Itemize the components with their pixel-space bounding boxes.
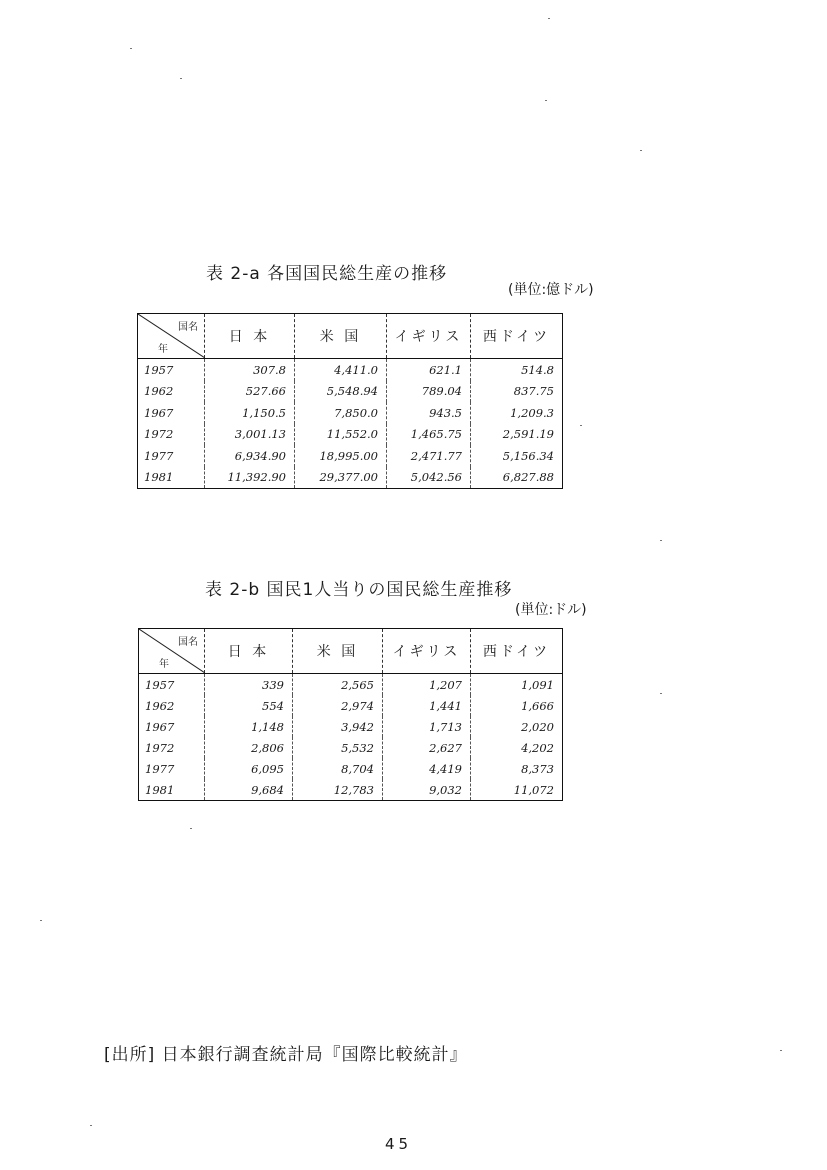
value-cell: 29,377.00	[295, 467, 387, 489]
year-cell: 1977	[144, 448, 174, 463]
year-cell: 1957	[145, 677, 175, 692]
table-row	[139, 779, 563, 801]
table-b-unit: (単位:ドル)	[515, 602, 587, 618]
value-cell: 5,532	[293, 737, 383, 758]
value-cell: 1,713	[383, 716, 471, 737]
year-cell: 1962	[144, 384, 174, 399]
table-b-col-uk: イギリス	[383, 629, 471, 674]
table-row	[139, 695, 563, 716]
value-cell: 9,684	[205, 779, 293, 801]
table-a-col-west-germany: 西ドイツ	[471, 314, 563, 359]
value-cell: 554	[205, 695, 293, 716]
value-cell: 5,042.56	[387, 467, 471, 489]
scan-speck	[90, 1125, 92, 1126]
table-row	[139, 758, 563, 779]
table-b	[138, 628, 563, 801]
value-cell: 2,471.77	[387, 445, 471, 467]
value-cell: 11,552.0	[295, 424, 387, 446]
table-a-corner-year: 年	[158, 344, 168, 355]
value-cell: 6,827.88	[471, 467, 563, 489]
value-cell: 2,020	[471, 716, 563, 737]
year-cell: 1967	[145, 719, 175, 734]
value-cell: 1,150.5	[205, 402, 295, 424]
scan-speck	[40, 920, 42, 921]
table-a-col-uk: イギリス	[387, 314, 471, 359]
value-cell: 3,942	[293, 716, 383, 737]
table-row	[138, 467, 563, 489]
value-cell: 4,411.0	[295, 359, 387, 381]
scan-speck	[660, 540, 662, 541]
value-cell: 9,032	[383, 779, 471, 801]
value-cell: 943.5	[387, 402, 471, 424]
value-cell: 3,001.13	[205, 424, 295, 446]
value-cell: 1,207	[383, 674, 471, 696]
scan-speck	[130, 48, 132, 49]
value-cell: 1,209.3	[471, 402, 563, 424]
table-a-title: 表 2-a 各国国民総生産の推移	[206, 264, 448, 284]
value-cell: 789.04	[387, 381, 471, 403]
year-cell: 1981	[138, 467, 205, 489]
table-b-title: 表 2-b 国民1人当りの国民総生産推移	[205, 580, 513, 600]
value-cell: 4,202	[471, 737, 563, 758]
table-b-col-west-germany: 西ドイツ	[471, 629, 563, 674]
table-a-header-row	[138, 314, 563, 359]
table-a-corner-country: 国名	[178, 322, 198, 333]
value-cell: 11,072	[471, 779, 563, 801]
value-cell: 2,591.19	[471, 424, 563, 446]
year-cell: 1972	[144, 427, 174, 442]
value-cell: 4,419	[383, 758, 471, 779]
scan-speck	[580, 425, 582, 426]
value-cell: 8,704	[293, 758, 383, 779]
value-cell: 1,441	[383, 695, 471, 716]
year-cell: 1957	[144, 362, 174, 377]
table-row	[138, 402, 563, 424]
table-a-col-japan: 日 本	[205, 314, 295, 359]
value-cell: 514.8	[471, 359, 563, 381]
value-cell: 12,783	[293, 779, 383, 801]
value-cell: 837.75	[471, 381, 563, 403]
table-a-unit: (単位:億ドル)	[508, 282, 594, 298]
table-row	[138, 424, 563, 446]
table-b-col-usa: 米 国	[293, 629, 383, 674]
value-cell: 339	[205, 674, 293, 696]
value-cell: 18,995.00	[295, 445, 387, 467]
table-row	[138, 381, 563, 403]
value-cell: 307.8	[205, 359, 295, 381]
table-row	[139, 674, 563, 696]
value-cell: 1,465.75	[387, 424, 471, 446]
value-cell: 621.1	[387, 359, 471, 381]
scan-speck	[660, 693, 662, 694]
value-cell: 527.66	[205, 381, 295, 403]
table-b-header-row	[139, 629, 563, 674]
value-cell: 6,095	[205, 758, 293, 779]
value-cell: 6,934.90	[205, 445, 295, 467]
table-a-corner-cell	[138, 314, 205, 359]
value-cell: 2,565	[293, 674, 383, 696]
table-a-col-usa: 米 国	[295, 314, 387, 359]
value-cell: 2,627	[383, 737, 471, 758]
year-cell: 1962	[145, 698, 175, 713]
value-cell: 11,392.90	[205, 467, 295, 489]
value-cell: 1,091	[471, 674, 563, 696]
table-row	[138, 359, 563, 381]
value-cell: 1,148	[205, 716, 293, 737]
table-b-corner-year: 年	[159, 659, 169, 670]
year-cell: 1967	[144, 405, 174, 420]
year-cell: 1972	[145, 740, 175, 755]
scan-speck	[190, 828, 192, 829]
scan-speck	[548, 18, 550, 19]
table-row	[138, 445, 563, 467]
scan-speck	[780, 1050, 782, 1051]
table-b-corner-cell	[139, 629, 205, 674]
value-cell: 2,974	[293, 695, 383, 716]
scan-speck	[545, 100, 547, 101]
scan-speck	[640, 150, 642, 151]
table-row	[139, 737, 563, 758]
value-cell: 8,373	[471, 758, 563, 779]
scan-speck	[180, 78, 182, 79]
table-b-corner-country: 国名	[178, 637, 198, 648]
value-cell: 7,850.0	[295, 402, 387, 424]
year-cell: 1977	[145, 761, 175, 776]
table-b-col-japan: 日 本	[205, 629, 293, 674]
year-cell: 1981	[139, 779, 205, 801]
value-cell: 5,156.34	[471, 445, 563, 467]
value-cell: 2,806	[205, 737, 293, 758]
table-a	[137, 313, 563, 489]
value-cell: 5,548.94	[295, 381, 387, 403]
page-number: 45	[385, 1135, 413, 1153]
table-row	[139, 716, 563, 737]
value-cell: 1,666	[471, 695, 563, 716]
source-note: [出所] 日本銀行調査統計局『国際比較統計』	[104, 1045, 468, 1065]
